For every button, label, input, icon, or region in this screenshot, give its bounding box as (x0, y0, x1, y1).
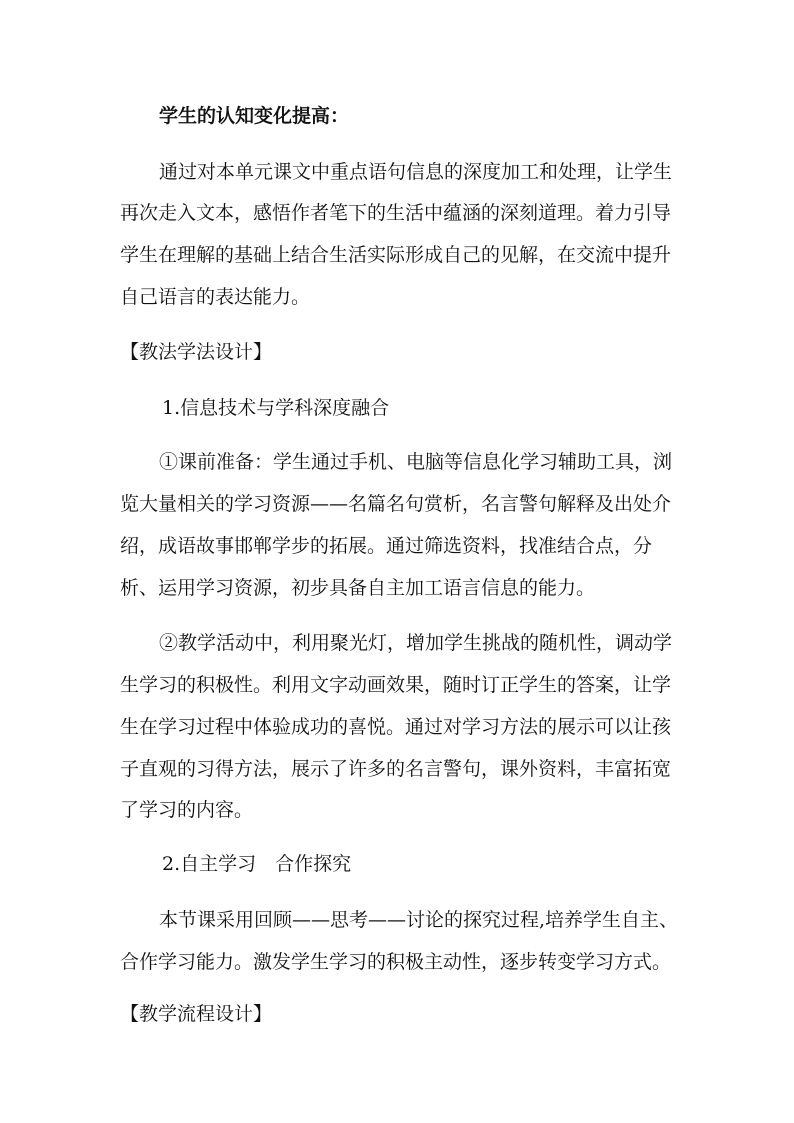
para1-line-2: 再次走入文本，感悟作者笔下的生活中蕴涵的深刻道理。着力引导 (120, 202, 672, 224)
item2-p1-line-1: 本节课采用回顾——思考——讨论的探究过程,培养学生自主、 (159, 909, 679, 931)
item1-p1-line-3: 绍，成语故事邯郸学步的拓展。通过筛选资料，找准结合点，分 (120, 535, 653, 557)
item1-p2-line-2: 生学习的积极性。利用文字动画效果，随时订正学生的答案，让学 (120, 674, 672, 696)
item1-p2-line-3: 生在学习过程中体验成功的喜悦。通过对学习方法的展示可以让孩 (120, 716, 672, 738)
section-heading-flow: 【教学流程设计】 (120, 1003, 273, 1025)
heading: 学生的认知变化提高： (159, 105, 350, 127)
para1-line-1: 通过对本单元课文中重点语句信息的深度加工和处理，让学生 (159, 161, 673, 183)
para1-line-4: 自己语言的表达能力。 (120, 286, 311, 308)
item1-p1-line-4: 析、运用学习资源，初步具备自主加工语言信息的能力。 (120, 577, 596, 599)
item1-p1-line-1: ①课前准备：学生通过手机、电脑等信息化学习辅助工具，浏 (159, 451, 673, 473)
item2-title: 2.自主学习 合作探究 (162, 853, 352, 875)
item1-p2-line-4: 子直观的习得方法，展示了许多的名言警句，课外资料，丰富拓宽 (120, 758, 672, 780)
item1-p1-line-2: 览大量相关的学习资源——名篇名句赏析，名言警句解释及出处介 (120, 493, 672, 515)
item2-p1-line-2: 合作学习能力。激发学生学习的积极主动性，逐步转变学习方式。 (120, 951, 672, 973)
section-heading-methods: 【教法学法设计】 (120, 341, 273, 363)
item1-p2-line-5: 了学习的内容。 (120, 799, 254, 821)
item1-title: 1.信息技术与学科深度融合 (162, 397, 390, 419)
item1-p2-line-1: ②教学活动中，利用聚光灯，增加学生挑战的随机性，调动学 (159, 632, 673, 654)
para1-line-3: 学生在理解的基础上结合生活实际形成自己的见解，在交流中提升 (120, 244, 672, 266)
